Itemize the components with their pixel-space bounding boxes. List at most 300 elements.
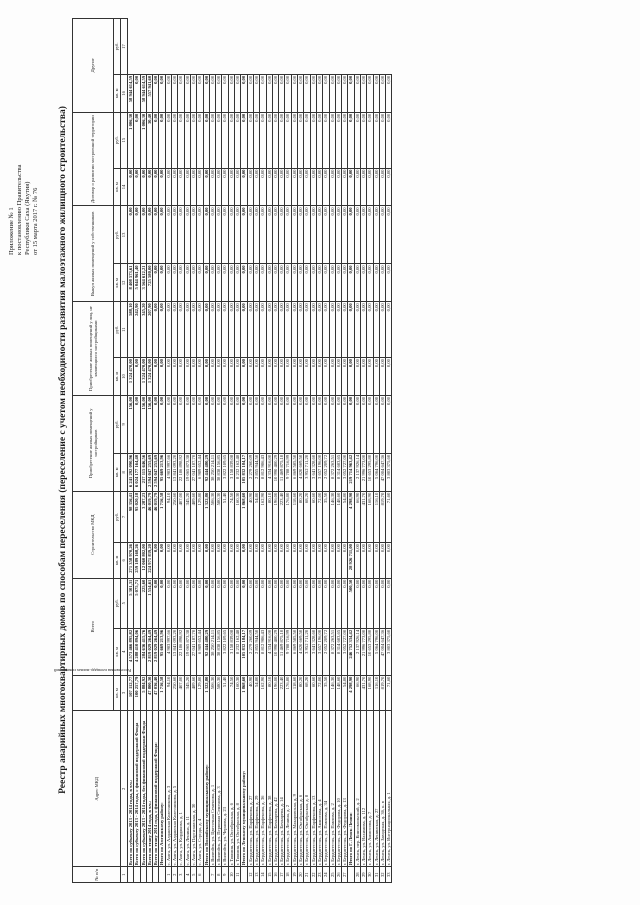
- value-cell: 0,00: [172, 358, 178, 396]
- value-cell: 0,00: [228, 112, 234, 168]
- value-cell: 72,00: [316, 491, 322, 542]
- value-cell: 0,00: [241, 302, 247, 358]
- value-cell: 0,00: [316, 395, 322, 453]
- value-cell: 0,00: [291, 264, 297, 302]
- value-cell: 0,00: [329, 74, 335, 112]
- value-cell: 242,90: [134, 302, 140, 358]
- value-cell: 4 983 997,66: [165, 453, 171, 491]
- row-number-cell: 22: [310, 867, 316, 883]
- value-cell: 0,00: [367, 264, 373, 302]
- value-cell: 246 752 334,42: [348, 628, 354, 675]
- value-cell: 0,00: [216, 358, 222, 396]
- value-cell: 0,00: [316, 264, 322, 302]
- settled-area-cell: 162,90: [260, 675, 266, 711]
- value-cell: 3 052 727,00: [342, 628, 348, 675]
- row-number-cell: 3: [178, 867, 184, 883]
- value-cell: 0,00: [247, 168, 253, 206]
- value-cell: 0,00: [348, 302, 354, 358]
- value-cell: 40,90: [247, 491, 253, 542]
- value-cell: 0,00: [153, 264, 159, 302]
- value-cell: 0,00: [316, 358, 322, 396]
- value-cell: 4 334 916,00: [266, 628, 272, 675]
- value-cell: 345,20: [140, 302, 146, 358]
- value-cell: 58 944 614,59: [128, 74, 134, 112]
- value-cell: 0,00: [386, 302, 392, 358]
- value-cell: 13 841 093,20: [172, 453, 178, 491]
- value-cell: 0,00: [178, 112, 184, 168]
- settled-area-cell: 223,40: [279, 675, 285, 711]
- value-cell: 0,00: [298, 543, 304, 579]
- address-cell: г. Бердигестях, ул. Бочкарева, д. 42: [272, 711, 278, 867]
- value-cell: 2 052 209,72: [323, 453, 329, 491]
- value-cell: 0,00: [360, 578, 366, 628]
- value-cell: 0,00: [342, 358, 348, 396]
- value-cell: 0,00: [291, 395, 297, 453]
- value-cell: 0,00: [253, 74, 259, 112]
- value-cell: 4 820 669,50: [298, 628, 304, 675]
- value-cell: 0,00: [134, 395, 140, 453]
- value-cell: 0,00: [159, 358, 165, 396]
- value-cell: 0,00: [323, 168, 329, 206]
- value-cell: 0,00: [386, 74, 392, 112]
- address-cell: Итого по Амгинскому району:: [159, 711, 165, 867]
- value-cell: 0,00: [178, 358, 184, 396]
- value-cell: 0,00: [329, 358, 335, 396]
- appendix-block: [8, 25, 40, 255]
- address-cell: г. Бердигестях, ул. Бочкарева, д. 14: [279, 711, 285, 867]
- value-cell: 5 075,71: [134, 578, 140, 628]
- value-cell: 0,00: [228, 578, 234, 628]
- settled-area-cell: 74,50: [228, 675, 234, 711]
- value-cell: 2 855 944,50: [253, 628, 259, 675]
- value-cell: 0,00: [216, 112, 222, 168]
- value-cell: 271 358 970,26: [128, 543, 134, 579]
- value-cell: 0,00: [386, 578, 392, 628]
- value-cell: 0,00: [367, 112, 373, 168]
- value-cell: 0,00: [266, 168, 272, 206]
- value-cell: 0,00: [386, 112, 392, 168]
- settled-area-cell: 506,30: [209, 675, 215, 711]
- value-cell: 0,00: [190, 74, 196, 112]
- value-cell: 0,00: [222, 264, 228, 302]
- value-cell: 5 064 796,00: [373, 628, 379, 675]
- value-cell: 0,00: [165, 168, 171, 206]
- value-cell: 0,00: [216, 168, 222, 206]
- settled-area-cell: 51,40: [222, 675, 228, 711]
- value-cell: 9 788 716,99: [285, 628, 291, 675]
- value-cell: 3 158 839,08: [228, 453, 234, 491]
- value-cell: 0,00: [203, 206, 209, 264]
- value-cell: 0,00: [379, 543, 385, 579]
- value-cell: 0,00: [253, 112, 259, 168]
- value-cell: 0,00: [235, 395, 241, 453]
- value-cell: 0,00: [367, 302, 373, 358]
- row-number-cell: 8: [216, 867, 222, 883]
- value-cell: 0,00: [272, 74, 278, 112]
- value-cell: 0,00: [128, 206, 134, 264]
- settled-area-cell: 160,30: [235, 675, 241, 711]
- value-cell: 0,00: [304, 206, 310, 264]
- value-cell: 1 322,80: [203, 491, 209, 542]
- value-cell: 0,00: [247, 395, 253, 453]
- settled-area-cell: 4 298,90: [348, 675, 354, 711]
- row-number-cell: 1: [165, 867, 171, 883]
- settled-area-cell: 1 322,80: [203, 675, 209, 711]
- column-number: 9: [121, 395, 128, 453]
- value-cell: 4 573 466 895,82: [128, 628, 134, 675]
- unit-cell: руб.: [114, 578, 121, 628]
- value-cell: 0,00: [190, 206, 196, 264]
- row-number-cell: 28: [354, 867, 360, 883]
- appendix-line: от 15 марта 2017 г. № 76: [32, 187, 39, 255]
- value-cell: 0,00: [379, 264, 385, 302]
- value-cell: 38 838 156,85: [216, 628, 222, 675]
- value-cell: 95 669 213,96: [159, 628, 165, 675]
- value-cell: 0,00: [379, 74, 385, 112]
- address-cell: Всего по субъекту 2013 - 2014 годы, без финансовой поддержки Фонда: [140, 711, 146, 867]
- value-cell: 0,00: [241, 264, 247, 302]
- row-number-cell: 10: [228, 867, 234, 883]
- value-cell: 27 041 187,70: [190, 453, 196, 491]
- value-cell: 0,00: [360, 206, 366, 264]
- value-cell: 0,00: [272, 578, 278, 628]
- value-cell: 0,00: [260, 206, 266, 264]
- unit-cell: кв. м: [114, 543, 121, 579]
- settled-area-cell: 431,70: [360, 675, 366, 711]
- settled-area-cell: 107 112,77: [128, 675, 134, 711]
- value-cell: 0,00: [184, 358, 190, 396]
- row-number-cell: 27: [342, 867, 348, 883]
- address-cell: г. Бердигестях, ул. Парфенова, д. 27: [247, 711, 253, 867]
- header-buyout: Выкуп жилых помещений у собственников: [73, 206, 114, 302]
- row-number-cell: 11: [235, 867, 241, 883]
- settled-area-cell: 72,00: [316, 675, 322, 711]
- value-cell: 6 869 585,50: [291, 628, 297, 675]
- value-cell: 0,00: [335, 206, 341, 264]
- address-cell: Итого по Вилюйскому муниципальному району:: [203, 711, 209, 867]
- value-cell: 0,00: [285, 395, 291, 453]
- value-cell: 0,00: [310, 543, 316, 579]
- value-cell: 0,00: [354, 206, 360, 264]
- value-cell: 0,00: [348, 112, 354, 168]
- value-cell: 68,20: [304, 491, 310, 542]
- value-cell: 0,00: [153, 358, 159, 396]
- value-cell: 0,00: [172, 74, 178, 112]
- value-cell: 0,00: [253, 395, 259, 453]
- row-number-cell: 5: [190, 867, 196, 883]
- value-cell: 0,00: [298, 112, 304, 168]
- value-cell: 3 952 711,20: [304, 453, 310, 491]
- value-cell: 0,00: [342, 578, 348, 628]
- value-cell: 0,00: [386, 358, 392, 396]
- value-cell: 0,00: [153, 302, 159, 358]
- value-cell: 0,00: [159, 112, 165, 168]
- value-cell: 46 019,79: [146, 491, 152, 542]
- value-cell: 0,00: [235, 264, 241, 302]
- value-cell: 0,00: [190, 578, 196, 628]
- value-cell: 5 044 961,40: [134, 264, 140, 302]
- value-cell: 1 554,61: [146, 578, 152, 628]
- value-cell: 0,00: [360, 302, 366, 358]
- row-number-cell: 18: [285, 867, 291, 883]
- value-cell: 0,00: [203, 395, 209, 453]
- value-cell: 94,10: [165, 491, 171, 542]
- row-number-cell: 25: [329, 867, 335, 883]
- address-cell: с. Амга, ул. Кирдякова, д. 1: [178, 711, 184, 867]
- value-cell: 8 372 263,51: [329, 628, 335, 675]
- value-cell: 0,00: [134, 112, 140, 168]
- value-cell: 0,00: [222, 74, 228, 112]
- value-cell: 0,00: [178, 395, 184, 453]
- value-cell: 3 641 328,60: [310, 453, 316, 491]
- value-cell: 0,00: [367, 74, 373, 112]
- value-cell: 0,00: [360, 264, 366, 302]
- value-cell: 0,00: [184, 168, 190, 206]
- value-cell: 0,00: [172, 206, 178, 264]
- value-cell: 0,00: [367, 395, 373, 453]
- value-cell: 0,00: [272, 395, 278, 453]
- value-cell: 3 158 839,08: [228, 628, 234, 675]
- value-cell: 0,00: [329, 264, 335, 302]
- value-cell: 0,00: [203, 302, 209, 358]
- value-cell: 0,00: [342, 74, 348, 112]
- value-cell: 0,00: [178, 74, 184, 112]
- address-cell: г. Бердигестях, ул. Парфенова, д. 29: [253, 711, 259, 867]
- value-cell: 225,60: [140, 578, 146, 628]
- settled-area-cell: 68,20: [304, 675, 310, 711]
- value-cell: 259 189 168,26: [134, 543, 140, 579]
- row-number-cell: 19: [291, 867, 297, 883]
- value-cell: 0,00: [165, 543, 171, 579]
- settled-area-cell: 80,10: [266, 675, 272, 711]
- value-cell: 0,00: [316, 578, 322, 628]
- value-cell: 0,00: [222, 543, 228, 579]
- value-cell: 0,00: [304, 358, 310, 396]
- settled-area-cell: 60,60: [310, 675, 316, 711]
- value-cell: 0,00: [260, 578, 266, 628]
- header-address: Адрес МКД: [73, 711, 121, 867]
- value-cell: 0,00: [266, 358, 272, 396]
- value-cell: 0,00: [165, 74, 171, 112]
- value-cell: 0,00: [310, 112, 316, 168]
- value-cell: 6 869 585,50: [291, 453, 297, 491]
- value-cell: 0,00: [291, 74, 297, 112]
- value-cell: 0,00: [197, 543, 203, 579]
- value-cell: 0,00: [348, 168, 354, 206]
- value-cell: 0,00: [165, 206, 171, 264]
- value-cell: 6 989 652,44: [197, 453, 203, 491]
- value-cell: 10 990 480,29: [272, 453, 278, 491]
- value-cell: 156,00: [140, 395, 146, 453]
- value-cell: 0,00: [209, 358, 215, 396]
- value-cell: 0,00: [379, 206, 385, 264]
- value-cell: 0,00: [134, 206, 140, 264]
- value-cell: 0,00: [298, 395, 304, 453]
- value-cell: 0,00: [373, 395, 379, 453]
- unit-cell: кв. м: [114, 358, 121, 396]
- value-cell: 0,00: [285, 358, 291, 396]
- value-cell: 0,00: [285, 543, 291, 579]
- value-cell: 0,00: [190, 302, 196, 358]
- value-cell: 0,00: [373, 74, 379, 112]
- value-cell: 156,00: [146, 395, 152, 453]
- value-cell: 0,00: [329, 206, 335, 264]
- value-cell: 0,00: [209, 74, 215, 112]
- value-cell: 0,00: [335, 112, 341, 168]
- value-cell: 19 065 873,38: [184, 628, 190, 675]
- value-cell: 3 803 375,60: [386, 628, 392, 675]
- value-cell: 0,00: [342, 264, 348, 302]
- registry-table-body: [128, 19, 392, 883]
- value-cell: 60,60: [310, 491, 316, 542]
- value-cell: 0,00: [310, 358, 316, 396]
- column-number: 14: [121, 168, 128, 206]
- settled-area-cell: 250,60: [172, 675, 178, 711]
- value-cell: 1 868,60: [241, 491, 247, 542]
- column-number: 2: [121, 711, 128, 867]
- value-cell: 10 990 480,29: [272, 628, 278, 675]
- row-number-cell: 15: [266, 867, 272, 883]
- value-cell: 118,60: [291, 491, 297, 542]
- value-cell: 0,00: [165, 578, 171, 628]
- value-cell: 0,00: [316, 206, 322, 264]
- header-settled-area: Расселяемая площадь жилых помещений: [73, 675, 114, 711]
- value-cell: 3 657 196,00: [316, 453, 322, 491]
- value-cell: 250,60: [172, 491, 178, 542]
- document-title: Реестр аварийных многоквартирных домов по способам переселения (переселение с учетом необходимости развития малоэтажного жилищного строительства): [58, 106, 68, 794]
- value-cell: 0,00: [203, 112, 209, 168]
- settled-area-cell: 35,50: [323, 675, 329, 711]
- value-cell: 0,00: [197, 168, 203, 206]
- header-num: № п/п: [73, 867, 121, 883]
- value-cell: 0,00: [184, 206, 190, 264]
- value-cell: 0,00: [310, 302, 316, 358]
- row-number-cell: 6: [197, 867, 203, 883]
- value-cell: 3 822 109,65: [222, 453, 228, 491]
- value-cell: 0,00: [228, 206, 234, 264]
- column-number: 5: [121, 578, 128, 628]
- value-cell: 0,00: [342, 395, 348, 453]
- value-cell: 0,00: [298, 302, 304, 358]
- value-cell: 0,00: [184, 543, 190, 579]
- settled-area-cell: 5 884,92: [140, 675, 146, 711]
- value-cell: 0,00: [253, 206, 259, 264]
- value-cell: 2 279 260,09: [247, 628, 253, 675]
- address-cell: г. Ленск, ул. Нахимова, д. 112: [360, 711, 366, 867]
- value-cell: 0,00: [159, 578, 165, 628]
- value-cell: 0,00: [153, 578, 159, 628]
- column-number-row: [121, 19, 128, 883]
- value-cell: 0,00: [216, 543, 222, 579]
- value-cell: 407,00: [178, 491, 184, 542]
- value-cell: 8 232 162,48: [235, 453, 241, 491]
- row-number-cell: 13: [253, 867, 259, 883]
- header-total: Всего: [73, 578, 114, 675]
- value-cell: 0,00: [140, 206, 146, 264]
- value-cell: 0,00: [304, 302, 310, 358]
- unit-cell: руб.: [114, 302, 121, 358]
- value-cell: 0,00: [153, 112, 159, 168]
- value-cell: 0,00: [241, 112, 247, 168]
- value-cell: 0,00: [222, 395, 228, 453]
- value-cell: 0,00: [159, 543, 165, 579]
- value-cell: 0,00: [209, 264, 215, 302]
- value-cell: 0,00: [140, 168, 146, 206]
- value-cell: 0,00: [310, 74, 316, 112]
- value-cell: 30,40: [146, 112, 152, 168]
- value-cell: 0,00: [253, 302, 259, 358]
- row-number-cell: 4: [184, 867, 190, 883]
- value-cell: 116,10: [373, 491, 379, 542]
- value-cell: 105 832 184,17: [241, 453, 247, 491]
- address-cell: с. Амга, ул. Партизанская, д. 30: [190, 711, 196, 867]
- value-cell: 0,00: [165, 112, 171, 168]
- value-cell: 0,00: [253, 543, 259, 579]
- value-cell: 3 822 109,65: [222, 628, 228, 675]
- value-cell: 0,00: [285, 578, 291, 628]
- row-number-cell: 12: [247, 867, 253, 883]
- value-cell: 0,00: [316, 543, 322, 579]
- value-cell: 0,00: [304, 74, 310, 112]
- address-cell: с. Амга, ул. Строда, д. 4: [197, 711, 203, 867]
- value-cell: 0,00: [178, 168, 184, 206]
- value-cell: 0,00: [153, 74, 159, 112]
- column-number: 7: [121, 491, 128, 542]
- settled-area-cell: 489,60: [190, 675, 196, 711]
- value-cell: 0,00: [373, 112, 379, 168]
- header-construction: Строительство МКД: [73, 491, 114, 578]
- value-cell: 196,00: [272, 491, 278, 542]
- value-cell: 0,00: [247, 206, 253, 264]
- settled-area-cell: 176,80: [285, 675, 291, 711]
- value-cell: 0,00: [354, 395, 360, 453]
- value-cell: 10 653 295,80: [367, 628, 373, 675]
- header-buy-developers: Приобретение жилых помещений у застройщиков: [73, 395, 114, 491]
- value-cell: 0,00: [386, 168, 392, 206]
- value-cell: 0,00: [335, 74, 341, 112]
- value-cell: 0,00: [373, 168, 379, 206]
- value-cell: 0,00: [203, 358, 209, 396]
- unit-cell: кв. м: [114, 675, 121, 711]
- row-number-cell: 23: [316, 867, 322, 883]
- value-cell: 0,00: [165, 264, 171, 302]
- row-number-cell: 20: [298, 867, 304, 883]
- value-cell: 0,00: [379, 578, 385, 628]
- address-cell: с. Амга, ул. Алданская Колесникова, д. 5: [172, 711, 178, 867]
- value-cell: 92 444 480,29: [203, 628, 209, 675]
- value-cell: 176,80: [285, 491, 291, 542]
- value-cell: 0,00: [209, 543, 215, 579]
- value-cell: 0,00: [222, 578, 228, 628]
- value-cell: 0,00: [379, 395, 385, 453]
- value-cell: 0,00: [379, 168, 385, 206]
- settled-area-cell: 40,90: [247, 675, 253, 711]
- value-cell: 0,00: [266, 264, 272, 302]
- address-cell: г. Бердигестях, ул. Федорова, д. 13: [342, 711, 348, 867]
- value-cell: 0,00: [329, 112, 335, 168]
- value-cell: 46 019,79: [153, 491, 159, 542]
- address-cell: г. Ленск, ул. Заводская, д. 36, к. в: [379, 711, 385, 867]
- value-cell: 0,00: [367, 206, 373, 264]
- settled-area-cell: 54,80: [253, 675, 259, 711]
- value-cell: 0,00: [335, 168, 341, 206]
- value-cell: 0,00: [291, 358, 297, 396]
- value-cell: 0,00: [228, 395, 234, 453]
- value-cell: 0,00: [316, 112, 322, 168]
- value-cell: 0,00: [153, 543, 159, 579]
- value-cell: 95 020,18: [134, 491, 140, 542]
- value-cell: 0,00: [272, 168, 278, 206]
